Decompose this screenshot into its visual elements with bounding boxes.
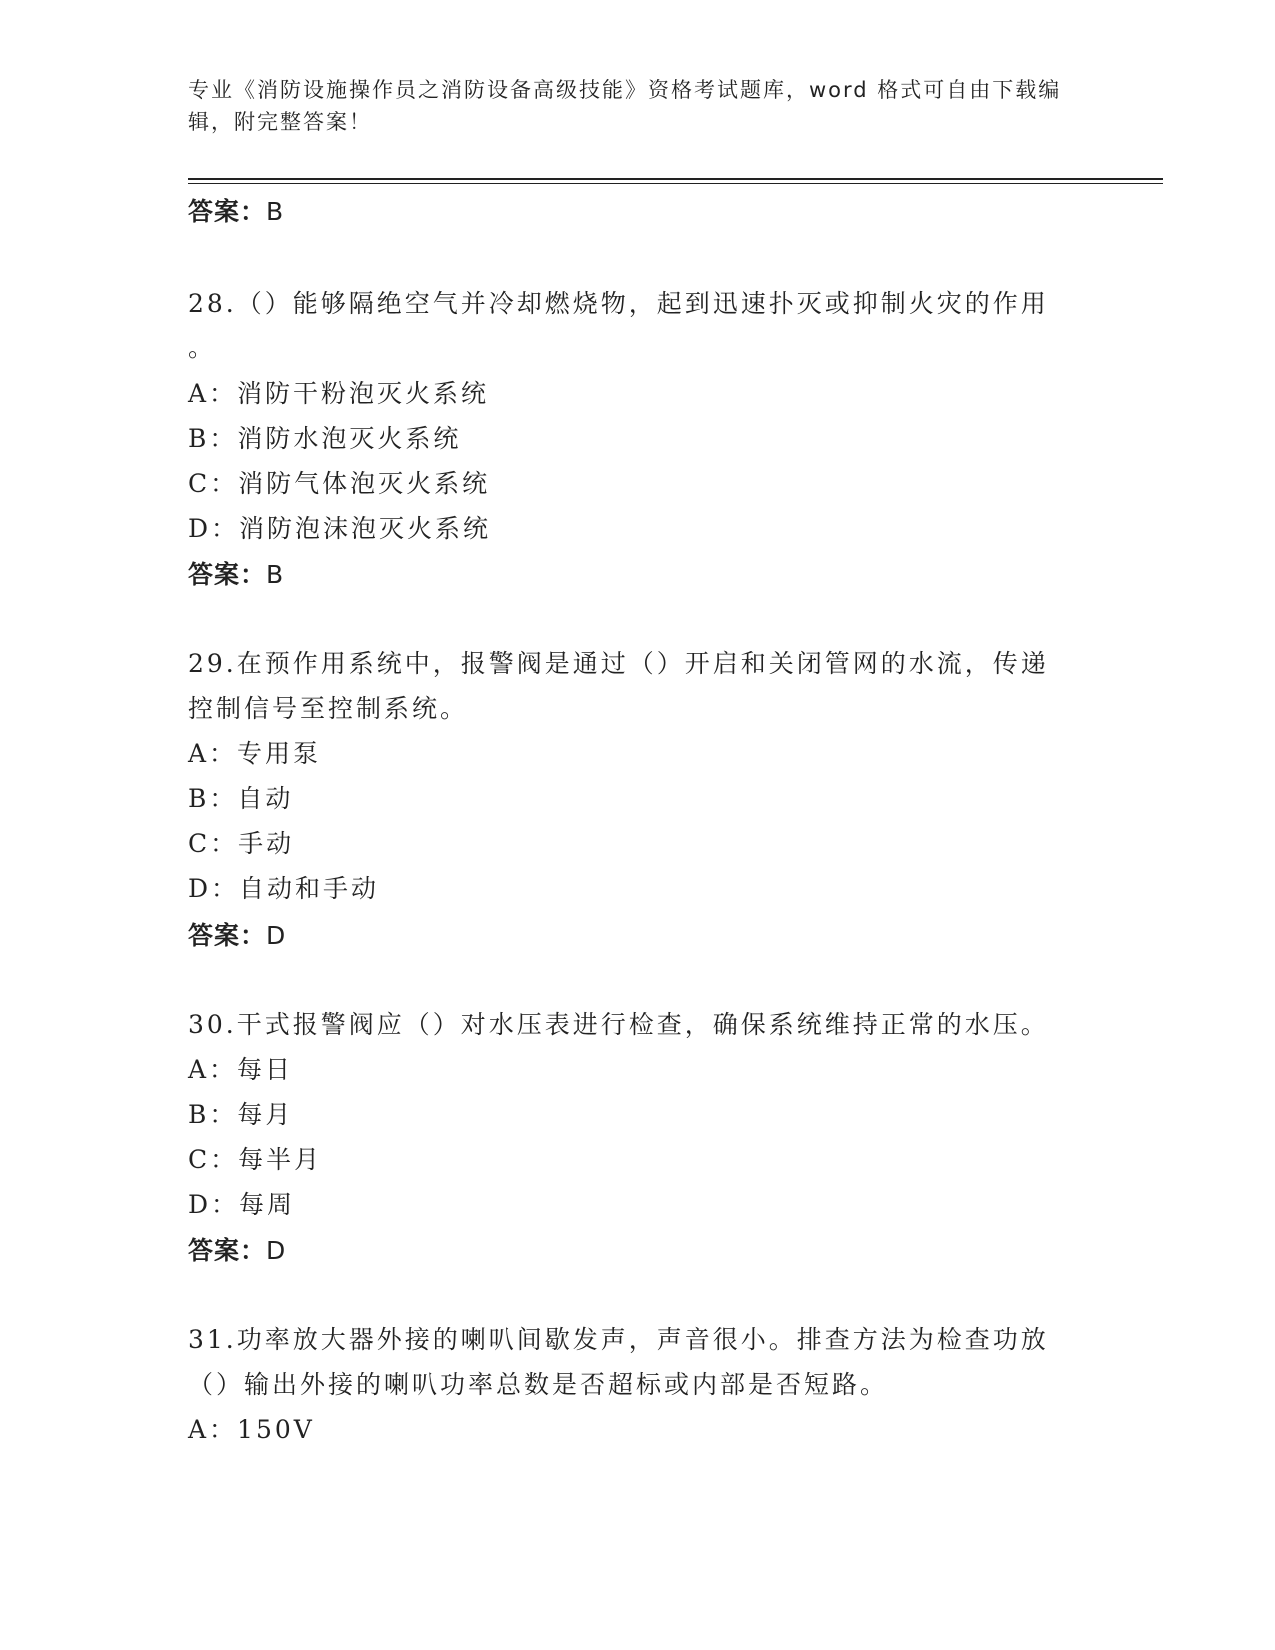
answer-label: 答案： bbox=[188, 197, 267, 226]
option-a: A：150V bbox=[188, 1415, 315, 1444]
answer-value: D bbox=[266, 921, 287, 950]
header-divider bbox=[188, 178, 1163, 180]
answer-line bbox=[188, 555, 284, 591]
answer-value: D bbox=[266, 1236, 287, 1265]
answer-label: 答案： bbox=[188, 1236, 267, 1265]
header-divider-thin bbox=[188, 183, 1163, 184]
question-text: 28.（）能够隔绝空气并冷却燃烧物，起到迅速扑灭或抑制火灾的作用 bbox=[188, 289, 1049, 318]
answer-label: 答案： bbox=[188, 921, 267, 950]
option-c: C：每半月 bbox=[188, 1145, 323, 1174]
option-d: D：自动和手动 bbox=[188, 874, 380, 903]
option-a: A：专用泵 bbox=[188, 739, 322, 768]
answer-line bbox=[188, 1231, 286, 1267]
answer-label: 答案： bbox=[188, 560, 267, 589]
option-c: C：手动 bbox=[188, 829, 295, 858]
question-text: 29.在预作用系统中，报警阀是通过（）开启和关闭管网的水流，传递 bbox=[188, 649, 1049, 678]
option-c: C：消防气体泡灭火系统 bbox=[188, 469, 491, 498]
question-text: 31.功率放大器外接的喇叭间歇发声，声音很小。排查方法为检查功放 bbox=[188, 1325, 1049, 1354]
question-text: 30.干式报警阀应（）对水压表进行检查，确保系统维持正常的水压。 bbox=[188, 1010, 1049, 1039]
question-text: 。 bbox=[188, 333, 217, 362]
option-d: D：每周 bbox=[188, 1190, 296, 1219]
option-d: D：消防泡沫泡灭火系统 bbox=[188, 514, 492, 543]
question-text: （）输出外接的喇叭功率总数是否超标或内部是否短路。 bbox=[188, 1370, 889, 1399]
answer-line bbox=[188, 916, 286, 952]
answer-value: B bbox=[266, 560, 285, 589]
answer-value: B bbox=[266, 197, 285, 226]
document-header: 专业《消防设施操作员之消防设备高级技能》资格考试题库，word 格式可自由下载编辑，附完整答案！ bbox=[188, 78, 1062, 134]
option-b: B：每月 bbox=[188, 1100, 294, 1129]
option-a: A：每日 bbox=[188, 1055, 294, 1084]
answer-line bbox=[188, 192, 284, 228]
option-b: B：自动 bbox=[188, 784, 294, 813]
question-text: 控制信号至控制系统。 bbox=[188, 694, 469, 723]
option-b: B：消防水泡灭火系统 bbox=[188, 424, 462, 453]
option-a: A：消防干粉泡灭火系统 bbox=[188, 379, 490, 408]
